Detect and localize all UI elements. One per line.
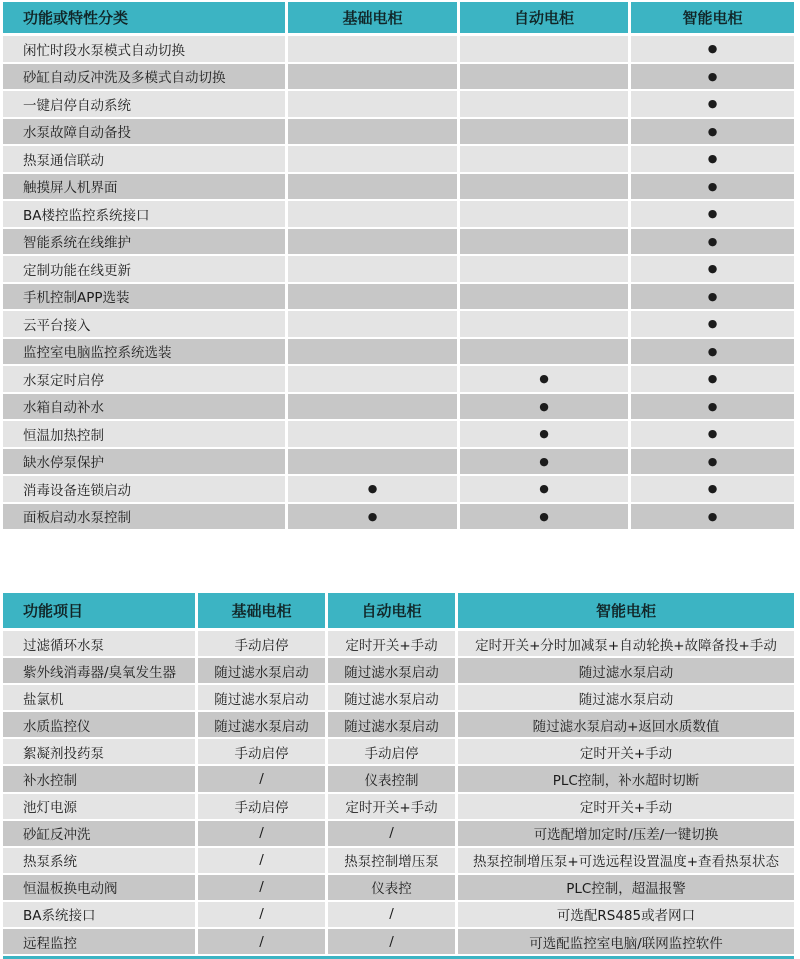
cell-auto: 定时开关+手动: [328, 631, 458, 658]
table-row: [3, 848, 794, 875]
cell-basic: /: [198, 875, 328, 902]
cell-auto: [460, 229, 631, 257]
col-header-auto-cabinet: 自动电柜: [460, 2, 631, 33]
cell-auto: [460, 256, 631, 284]
cell-smart: ●: [631, 119, 794, 147]
cell-basic: [288, 421, 460, 449]
cell-auto: ●: [460, 421, 631, 449]
table-row: [3, 119, 794, 147]
col-header-feature-category: 功能或特性分类: [3, 2, 288, 33]
table-row: [3, 64, 794, 92]
row-label: 水泵定时启停: [3, 366, 288, 394]
cell-auto: /: [328, 821, 458, 848]
cell-auto: ●: [460, 476, 631, 504]
cell-auto: [460, 174, 631, 202]
table-row: [3, 875, 794, 902]
cell-smart: 可选配监控室电脑/联网监控软件: [458, 929, 794, 956]
cell-smart: 热泵控制增压泵+可选远程设置温度+查看热泵状态: [458, 848, 794, 875]
cell-auto: ●: [460, 366, 631, 394]
cell-smart: ●: [631, 504, 794, 532]
cell-basic: 随过滤水泵启动: [198, 685, 328, 712]
table-row: [3, 394, 794, 422]
cell-basic: 随过滤水泵启动: [198, 712, 328, 739]
cell-basic: [288, 174, 460, 202]
row-label: 水箱自动补水: [3, 394, 288, 422]
table-row: [3, 174, 794, 202]
cell-auto: /: [328, 902, 458, 929]
table-row: [3, 284, 794, 312]
row-label: BA系统接口: [3, 902, 198, 929]
cell-basic: 随过滤水泵启动: [198, 658, 328, 685]
row-label: 恒温加热控制: [3, 421, 288, 449]
table-row: [3, 256, 794, 284]
cell-basic: /: [198, 929, 328, 956]
row-label: 恒温板换电动阀: [3, 875, 198, 902]
cell-auto: 热泵控制增压泵: [328, 848, 458, 875]
cell-basic: [288, 64, 460, 92]
cell-smart: 定时开关+手动: [458, 794, 794, 821]
cell-smart: ●: [631, 449, 794, 477]
cell-smart: ●: [631, 339, 794, 367]
table-row: [3, 311, 794, 339]
col-header-auto-cabinet: 自动电柜: [328, 593, 458, 628]
row-label: 监控室电脑监控系统选装: [3, 339, 288, 367]
col-header-function-item: 功能项目: [3, 593, 198, 628]
table-row: [3, 36, 794, 64]
cell-smart: ●: [631, 476, 794, 504]
cell-auto: 随过滤水泵启动: [328, 712, 458, 739]
cell-auto: /: [328, 929, 458, 956]
function-detail-table: [3, 593, 794, 956]
row-label: 消毒设备连锁启动: [3, 476, 288, 504]
cell-auto: [460, 36, 631, 64]
cell-smart: 定时开关+手动: [458, 739, 794, 766]
cell-basic: [288, 119, 460, 147]
table2-body: [3, 631, 794, 956]
feature-comparison-table: [3, 2, 794, 531]
row-label: 热泵通信联动: [3, 146, 288, 174]
row-label: 触摸屏人机界面: [3, 174, 288, 202]
cell-basic: [288, 91, 460, 119]
col-header-smart-cabinet: 智能电柜: [682, 9, 743, 27]
row-label: 絮凝剂投药泵: [3, 739, 198, 766]
row-label: 砂缸反冲洗: [3, 821, 198, 848]
table-row: [3, 201, 794, 229]
cell-basic: [288, 201, 460, 229]
cell-smart: ●: [631, 229, 794, 257]
col-header-basic-cabinet: 基础电柜: [198, 593, 328, 628]
row-label: 砂缸自动反冲洗及多模式自动切换: [3, 64, 288, 92]
cell-smart: 随过滤水泵启动+返回水质数值: [458, 712, 794, 739]
cell-auto: 手动启停: [328, 739, 458, 766]
row-label: 一键启停自动系统: [3, 91, 288, 119]
cell-basic: [288, 339, 460, 367]
cell-auto: [460, 91, 631, 119]
cell-basic: /: [198, 902, 328, 929]
table-row: [3, 366, 794, 394]
cell-smart: ●: [631, 174, 794, 202]
table-row: [3, 339, 794, 367]
cell-basic: [288, 146, 460, 174]
cell-basic: ●: [288, 504, 460, 532]
row-label: 定制功能在线更新: [3, 256, 288, 284]
cell-smart: ●: [631, 394, 794, 422]
cell-smart: 可选配RS485或者网口: [458, 902, 794, 929]
cell-basic: [288, 449, 460, 477]
table1-body: [3, 36, 794, 531]
row-label: 远程监控: [3, 929, 198, 956]
table-row: [3, 902, 794, 929]
cell-auto: [460, 311, 631, 339]
table-row: [3, 712, 794, 739]
cell-auto: [460, 119, 631, 147]
cell-basic: [288, 311, 460, 339]
cell-auto: ●: [460, 504, 631, 532]
cell-smart: ●: [631, 91, 794, 119]
cell-smart: ●: [631, 311, 794, 339]
cell-smart: ●: [631, 64, 794, 92]
row-label: BA楼控监控系统接口: [3, 201, 288, 229]
row-label: 热泵系统: [3, 848, 198, 875]
table-row: [3, 91, 794, 119]
cell-auto: ●: [460, 449, 631, 477]
row-label: 缺水停泵保护: [3, 449, 288, 477]
cell-basic: ●: [288, 476, 460, 504]
table-row: [3, 821, 794, 848]
row-label: 紫外线消毒器/臭氧发生器: [3, 658, 198, 685]
cell-smart: ●: [631, 366, 794, 394]
table-row: [3, 794, 794, 821]
cell-auto: 仪表控制: [328, 766, 458, 793]
cell-smart: 随过滤水泵启动: [458, 685, 794, 712]
cell-basic: 手动启停: [198, 794, 328, 821]
cell-auto: 仪表控: [328, 875, 458, 902]
cell-basic: [288, 36, 460, 64]
cell-smart: 可选配增加定时/压差/一键切换: [458, 821, 794, 848]
cell-basic: [288, 256, 460, 284]
cell-basic: /: [198, 766, 328, 793]
cell-auto: 定时开关+手动: [328, 794, 458, 821]
cell-auto: 随过滤水泵启动: [328, 658, 458, 685]
row-label: 过滤循环水泵: [3, 631, 198, 658]
cell-auto: 随过滤水泵启动: [328, 685, 458, 712]
cell-smart: ●: [631, 421, 794, 449]
table-row: [3, 504, 794, 532]
cell-smart: 随过滤水泵启动: [458, 658, 794, 685]
cell-auto: [460, 284, 631, 312]
table-row: [3, 658, 794, 685]
row-label: 闲忙时段水泵模式自动切换: [3, 36, 288, 64]
table-row: [3, 449, 794, 477]
row-label: 补水控制: [3, 766, 198, 793]
col-header-basic-cabinet: 基础电柜: [288, 2, 460, 33]
cell-basic: /: [198, 848, 328, 875]
table-row: [3, 631, 794, 658]
table-row: [3, 766, 794, 793]
table2-header-row: [3, 593, 794, 628]
row-label: 水泵故障自动备投: [3, 119, 288, 147]
row-label: 智能系统在线维护: [3, 229, 288, 257]
cell-basic: 手动启停: [198, 739, 328, 766]
cell-smart: ●: [631, 256, 794, 284]
table-row: [3, 146, 794, 174]
table-row: [3, 421, 794, 449]
cell-basic: [288, 229, 460, 257]
cell-smart: PLC控制，补水超时切断: [458, 766, 794, 793]
row-label: 水质监控仪: [3, 712, 198, 739]
table1-header-row: [3, 2, 794, 33]
cell-smart: ●: [631, 146, 794, 174]
cell-smart: ●: [631, 36, 794, 64]
table-row: [3, 685, 794, 712]
cell-auto: [460, 64, 631, 92]
row-label: 面板启动水泵控制: [3, 504, 288, 532]
cell-smart: ●: [631, 284, 794, 312]
cell-basic: [288, 284, 460, 312]
row-label: 云平台接入: [3, 311, 288, 339]
cell-basic: /: [198, 821, 328, 848]
cell-auto: ●: [460, 394, 631, 422]
table-row: [3, 229, 794, 257]
cell-basic: 手动启停: [198, 631, 328, 658]
cell-basic: [288, 366, 460, 394]
row-label: 盐氯机: [3, 685, 198, 712]
col-header-smart-cabinet: 智能电柜: [595, 602, 656, 620]
cell-auto: [460, 339, 631, 367]
table-row: [3, 476, 794, 504]
cell-smart: ●: [631, 201, 794, 229]
cell-smart: PLC控制，超温报警: [458, 875, 794, 902]
row-label: 手机控制APP选装: [3, 284, 288, 312]
row-label: 池灯电源: [3, 794, 198, 821]
cell-auto: [460, 201, 631, 229]
cell-auto: [460, 146, 631, 174]
table-row: [3, 929, 794, 956]
cell-smart: 定时开关+分时加减泵+自动轮换+故障备投+手动: [458, 631, 794, 658]
cell-basic: [288, 394, 460, 422]
table-row: [3, 739, 794, 766]
